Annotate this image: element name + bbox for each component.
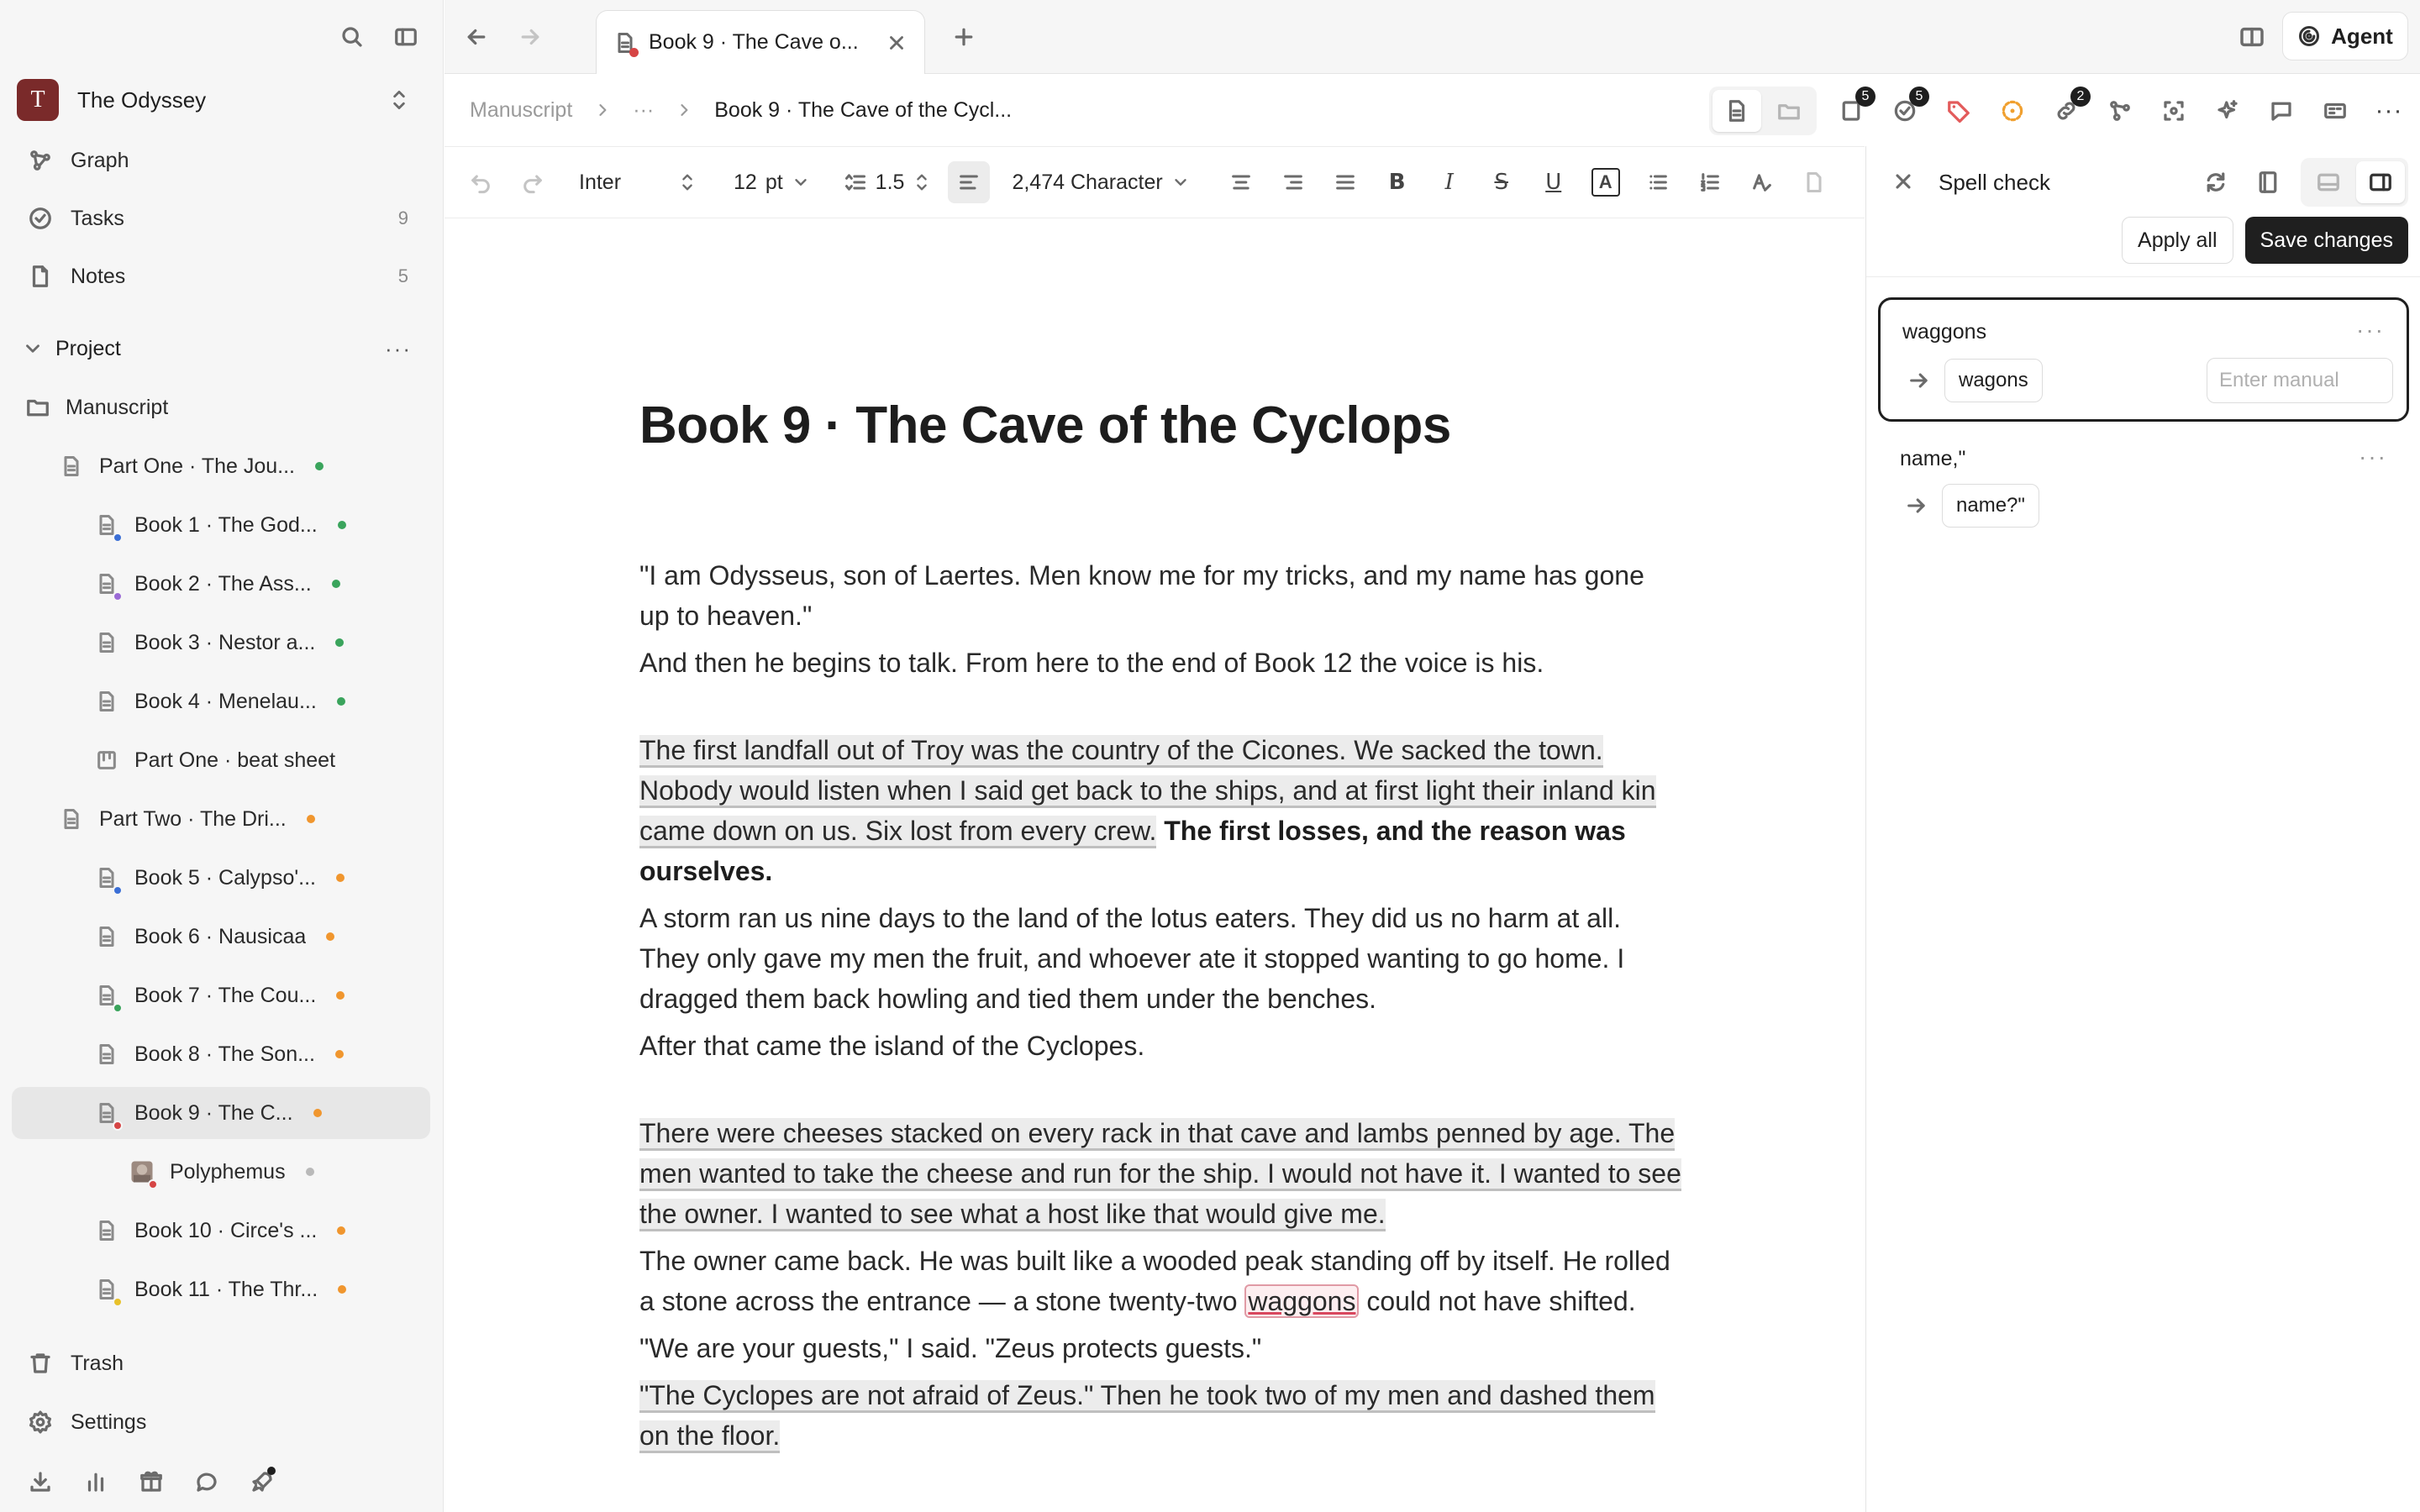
panel-title: Spell check bbox=[1939, 170, 2050, 195]
status-dot bbox=[307, 815, 315, 823]
status-badge bbox=[113, 1121, 123, 1131]
agent-button[interactable] bbox=[2282, 12, 2408, 60]
close-icon[interactable] bbox=[886, 32, 908, 54]
sidebar-item-label: Settings bbox=[71, 1410, 147, 1434]
highlighted-passage[interactable]: The first landfall out of Troy was the country of the Cicones. We sacked the town. Nobody would listen when I said get back to the ships, and at first light their inland kin came down on us. Six lost from every crew. bbox=[639, 735, 1656, 848]
bullet-list-icon[interactable] bbox=[1640, 165, 1676, 200]
document-icon bbox=[94, 628, 119, 657]
sidebar-toggle-icon[interactable] bbox=[391, 22, 421, 52]
font-size-value: 12 bbox=[734, 170, 757, 194]
tasks-count-badge: 5 bbox=[1909, 87, 1929, 107]
tree-item-label: Book 6 · Nausicaa bbox=[134, 924, 307, 948]
status-dot bbox=[336, 991, 345, 1000]
tasks-check-icon[interactable] bbox=[1886, 89, 1924, 130]
font-family-value: Inter bbox=[579, 170, 622, 194]
tab-active-document[interactable] bbox=[596, 10, 925, 74]
sidebar-item-tasks[interactable] bbox=[12, 192, 430, 244]
document-body[interactable] bbox=[639, 555, 1681, 1462]
tree-item-label: Polyphemus bbox=[170, 1159, 286, 1184]
line-height-icon bbox=[844, 171, 867, 194]
paragraph[interactable] bbox=[639, 1241, 1681, 1321]
text-color-icon[interactable]: A bbox=[1588, 165, 1623, 200]
back-arrow-icon[interactable] bbox=[461, 22, 492, 52]
font-family-select[interactable] bbox=[579, 171, 697, 195]
chevron-down-icon bbox=[1171, 173, 1190, 192]
paragraph[interactable] bbox=[639, 1113, 1681, 1234]
apply-all-button[interactable]: Apply all bbox=[2122, 217, 2233, 264]
suggestion-chip[interactable]: wagons bbox=[1944, 359, 2043, 402]
sidebar-item-label: Trash bbox=[71, 1351, 124, 1375]
paragraph[interactable]: And then he begins to talk. From here to the end of Book 12 the voice is his. bbox=[639, 648, 1544, 678]
suggestion-chip[interactable]: name?" bbox=[1942, 484, 2039, 528]
document-icon bbox=[94, 570, 119, 598]
sparkle-icon[interactable] bbox=[2208, 92, 2247, 130]
tree-item[interactable] bbox=[12, 793, 430, 845]
clear-format-icon[interactable] bbox=[1744, 165, 1780, 200]
tree-item[interactable] bbox=[12, 617, 430, 669]
numbered-list-icon[interactable] bbox=[1692, 165, 1728, 200]
tab-title: Book 9 · The Cave o... bbox=[649, 30, 859, 54]
forward-arrow-icon[interactable] bbox=[515, 22, 545, 52]
text-run: could not have shifted. bbox=[1359, 1286, 1636, 1316]
panel-bottom-icon[interactable] bbox=[2304, 161, 2353, 203]
highlighted-passage[interactable]: There were cheeses stacked on every rack in that cave and lambs penned by age. The men wanted to take the cheese and run for the ship. I would not have it. I wanted to see the owner. I wanted to see what a host like that would give me. bbox=[639, 1118, 1681, 1231]
document-icon bbox=[59, 805, 84, 833]
status-dot bbox=[315, 462, 324, 470]
tree-item-label: Book 7 · The Cou... bbox=[134, 983, 317, 1007]
stats-icon[interactable] bbox=[81, 1467, 111, 1497]
align-center-icon[interactable] bbox=[1223, 165, 1259, 200]
status-dot bbox=[335, 638, 344, 647]
redo-icon[interactable] bbox=[515, 165, 550, 200]
breadcrumb-root[interactable]: Manuscript bbox=[470, 97, 573, 122]
document-icon bbox=[94, 511, 119, 539]
gear-icon bbox=[25, 1407, 55, 1437]
tree-item-label: Part One · The Jou... bbox=[99, 454, 295, 478]
document-icon bbox=[94, 864, 119, 892]
document-header-bar bbox=[445, 75, 2420, 145]
tree-item[interactable] bbox=[12, 1263, 430, 1315]
sidebar-item-graph[interactable] bbox=[12, 134, 430, 186]
tree-item-label: Book 1 · The God... bbox=[134, 512, 318, 537]
chat-icon[interactable] bbox=[192, 1467, 222, 1497]
breadcrumb bbox=[470, 75, 1012, 145]
tree-item-label: Book 3 · Nestor a... bbox=[134, 630, 316, 654]
notification-dot bbox=[267, 1467, 276, 1475]
book-icon[interactable] bbox=[2249, 163, 2287, 202]
notes-count: 5 bbox=[397, 265, 408, 286]
misspelled-word[interactable]: waggons bbox=[1244, 1284, 1359, 1318]
bold-icon[interactable]: B bbox=[1388, 170, 1406, 195]
spell-issue-card[interactable] bbox=[1878, 297, 2409, 422]
tree-item-label: Part Two · The Dri... bbox=[99, 806, 287, 831]
document-title[interactable]: Book 9 · The Cave of the Cyclops bbox=[639, 396, 1451, 454]
board-icon bbox=[94, 746, 119, 774]
tree-item-label: Book 4 · Menelau... bbox=[134, 689, 317, 713]
align-right-icon[interactable] bbox=[1276, 165, 1311, 200]
chevron-right-icon bbox=[594, 102, 611, 118]
link-icon[interactable] bbox=[2047, 89, 2086, 130]
sidebar bbox=[0, 0, 444, 1512]
document-icon bbox=[94, 981, 119, 1010]
chevron-updown-icon bbox=[388, 87, 410, 113]
panel-right-icon[interactable] bbox=[2356, 161, 2405, 203]
status-dot bbox=[313, 1109, 322, 1117]
document-view-icon[interactable] bbox=[1712, 90, 1761, 132]
folder-view-icon[interactable] bbox=[1765, 90, 1813, 132]
graph-icon[interactable] bbox=[2101, 92, 2139, 130]
status-dot bbox=[306, 1168, 314, 1176]
panel-layout-toggle bbox=[2301, 158, 2408, 207]
focus-icon[interactable] bbox=[2154, 92, 2193, 130]
status-dot bbox=[337, 1226, 345, 1235]
status-dot bbox=[338, 521, 346, 529]
font-size-unit: pt bbox=[765, 170, 783, 194]
rocket-icon[interactable] bbox=[247, 1467, 277, 1497]
text-run: The owner came back. He was built like a wooded peak standing off by itself. He rolled a stone across the entrance — a stone twenty-two bbox=[639, 1246, 1670, 1316]
spell-issue-card[interactable] bbox=[1878, 427, 2409, 544]
sidebar-item-label: Tasks bbox=[71, 206, 124, 230]
tab-bar bbox=[445, 0, 2420, 74]
font-size-select[interactable] bbox=[734, 171, 810, 195]
id-card-icon[interactable] bbox=[2316, 92, 2354, 130]
paragraph[interactable] bbox=[639, 1375, 1681, 1456]
bold-text[interactable]: The first losses, and the reason was ourselves. bbox=[639, 816, 1626, 886]
issue-word: name," bbox=[1900, 447, 1966, 470]
breadcrumb-ellipsis[interactable]: ··· bbox=[633, 97, 655, 122]
status-dot bbox=[335, 1050, 344, 1058]
document-icon bbox=[94, 1040, 119, 1068]
document-icon bbox=[613, 30, 637, 55]
italic-icon[interactable]: I bbox=[1444, 170, 1454, 195]
manual-correction-input[interactable] bbox=[2207, 358, 2393, 403]
trash-icon bbox=[25, 1348, 55, 1378]
tree-item[interactable] bbox=[12, 499, 430, 551]
links-count-badge: 2 bbox=[2070, 87, 2091, 107]
folder-icon bbox=[25, 393, 50, 422]
paragraph[interactable]: "I am Odysseus, son of Laertes. Men know me for my tricks, and my name has gone up to heaven." bbox=[639, 560, 1644, 631]
tree-item-label: Book 10 · Circe's ... bbox=[134, 1218, 318, 1242]
tree-item[interactable] bbox=[12, 381, 430, 433]
status-badge bbox=[113, 533, 123, 543]
tree-item[interactable] bbox=[12, 675, 430, 727]
document-icon bbox=[59, 452, 84, 480]
character-count-select[interactable] bbox=[1012, 171, 1189, 195]
tree-item-label: Book 11 · The Thr... bbox=[134, 1277, 318, 1301]
document-icon bbox=[94, 687, 119, 716]
chevron-down-icon bbox=[792, 173, 810, 192]
status-dot bbox=[337, 697, 345, 706]
status-dot bbox=[338, 1285, 346, 1294]
more-icon[interactable]: ··· bbox=[2375, 97, 2403, 124]
check-circle-icon bbox=[25, 203, 55, 234]
page-icon[interactable] bbox=[1797, 165, 1832, 200]
underline-icon[interactable]: U bbox=[1545, 170, 1562, 195]
paragraph[interactable] bbox=[639, 730, 1681, 891]
line-height-select[interactable] bbox=[844, 171, 932, 195]
more-icon[interactable]: ··· bbox=[2359, 444, 2387, 470]
arrow-right-icon bbox=[1904, 365, 1934, 396]
status-badge bbox=[113, 1297, 123, 1307]
comment-icon[interactable] bbox=[2262, 92, 2301, 130]
note-icon bbox=[25, 261, 55, 291]
tree-item[interactable] bbox=[12, 1205, 430, 1257]
spell-check-panel bbox=[1865, 146, 2420, 1512]
split-view-icon[interactable] bbox=[2235, 20, 2269, 54]
target-icon[interactable] bbox=[1993, 92, 2032, 130]
sidebar-item-settings[interactable] bbox=[12, 1396, 430, 1448]
highlighted-passage[interactable]: "The Cyclopes are not afraid of Zeus." Then he took two of my men and dashed them on the floor. bbox=[639, 1380, 1655, 1453]
pages-count-badge: 5 bbox=[1855, 87, 1876, 107]
close-icon[interactable] bbox=[1888, 166, 1918, 197]
refresh-icon[interactable] bbox=[2196, 163, 2235, 202]
view-mode-toggle bbox=[1709, 87, 1817, 135]
strikethrough-icon[interactable]: S bbox=[1494, 170, 1508, 195]
arrow-right-icon bbox=[1902, 491, 1932, 521]
document-icon bbox=[94, 922, 119, 951]
tree-item[interactable] bbox=[12, 1028, 430, 1080]
document-icon bbox=[94, 1275, 119, 1304]
align-justify-icon[interactable] bbox=[1328, 165, 1363, 200]
character-count: 2,474 Character bbox=[1012, 170, 1163, 194]
status-dot bbox=[336, 874, 345, 882]
sidebar-item-label: Graph bbox=[71, 148, 129, 172]
sidebar-item-trash[interactable] bbox=[12, 1337, 430, 1389]
project-section-header[interactable] bbox=[12, 323, 430, 375]
more-icon[interactable]: ··· bbox=[385, 335, 412, 361]
status-badge bbox=[148, 1179, 158, 1189]
format-toolbar bbox=[445, 146, 1865, 218]
tree-item[interactable] bbox=[12, 969, 430, 1021]
tree-item-label: Book 2 · The Ass... bbox=[134, 571, 312, 596]
workspace-avatar: T bbox=[17, 79, 59, 121]
tree-item[interactable] bbox=[12, 440, 430, 492]
gift-icon[interactable] bbox=[136, 1467, 166, 1497]
tree-item-label: Book 5 · Calypso'... bbox=[134, 865, 316, 890]
paragraph[interactable]: A storm ran us nine days to the land of the lotus eaters. They did us no harm at all. They only gave my men the fruit, and whoever ate it stopped wanting to go home. I dragged them back howling and tied them under the benches. bbox=[639, 903, 1625, 1014]
chevron-right-icon bbox=[676, 102, 692, 118]
tree-item[interactable] bbox=[12, 911, 430, 963]
workspace-switcher[interactable] bbox=[17, 79, 429, 121]
status-badge bbox=[113, 591, 123, 601]
image-thumbnail bbox=[129, 1158, 155, 1186]
workspace-name: The Odyssey bbox=[77, 87, 207, 113]
chevron-updown-icon bbox=[678, 171, 697, 194]
sidebar-item-label: Notes bbox=[71, 264, 126, 288]
tasks-count: 9 bbox=[397, 207, 408, 228]
tree-item[interactable] bbox=[12, 734, 430, 786]
project-label: Project bbox=[55, 336, 121, 360]
status-badge bbox=[113, 1003, 123, 1013]
tree-item[interactable] bbox=[12, 1146, 430, 1198]
agent-label: Agent bbox=[2331, 23, 2393, 49]
status-dot bbox=[332, 580, 340, 588]
chevron-down-icon bbox=[22, 338, 44, 360]
tree-item[interactable] bbox=[12, 852, 430, 904]
document-icon bbox=[94, 1099, 119, 1127]
line-height-value: 1.5 bbox=[875, 170, 905, 194]
download-icon[interactable] bbox=[25, 1467, 55, 1497]
more-icon[interactable]: ··· bbox=[2356, 317, 2385, 343]
align-left-icon[interactable] bbox=[948, 161, 990, 203]
issue-word: waggons bbox=[1902, 320, 1987, 344]
tree-item-label: Manuscript bbox=[66, 395, 169, 419]
status-dot bbox=[326, 932, 334, 941]
paragraph[interactable]: "We are your guests," I said. "Zeus protects guests." bbox=[639, 1333, 1262, 1363]
tree-item-label: Book 8 · The Son... bbox=[134, 1042, 315, 1066]
tree-item-label: Book 9 · The C... bbox=[134, 1100, 293, 1125]
tag-icon[interactable] bbox=[1939, 92, 1978, 130]
document-editor[interactable] bbox=[445, 219, 1865, 1512]
spiral-icon bbox=[2297, 24, 2321, 48]
document-icon bbox=[94, 1216, 119, 1245]
tree-item[interactable] bbox=[12, 1087, 430, 1139]
undo-icon[interactable] bbox=[463, 165, 498, 200]
paragraph[interactable]: After that came the island of the Cyclopes. bbox=[639, 1031, 1145, 1061]
new-tab-plus-icon[interactable] bbox=[949, 22, 979, 52]
save-changes-button[interactable]: Save changes bbox=[2245, 217, 2408, 264]
search-icon[interactable] bbox=[337, 22, 367, 52]
divider bbox=[1866, 276, 2420, 277]
tree-item[interactable] bbox=[12, 558, 430, 610]
tree-item-label: Part One · beat sheet bbox=[134, 748, 336, 772]
breadcrumb-current: Book 9 · The Cave of the Cycl... bbox=[714, 97, 1013, 122]
pages-icon[interactable] bbox=[1832, 89, 1870, 130]
chevron-updown-icon bbox=[913, 171, 931, 194]
status-badge bbox=[113, 885, 123, 895]
sidebar-item-notes[interactable] bbox=[12, 250, 430, 302]
graph-icon bbox=[25, 145, 55, 176]
